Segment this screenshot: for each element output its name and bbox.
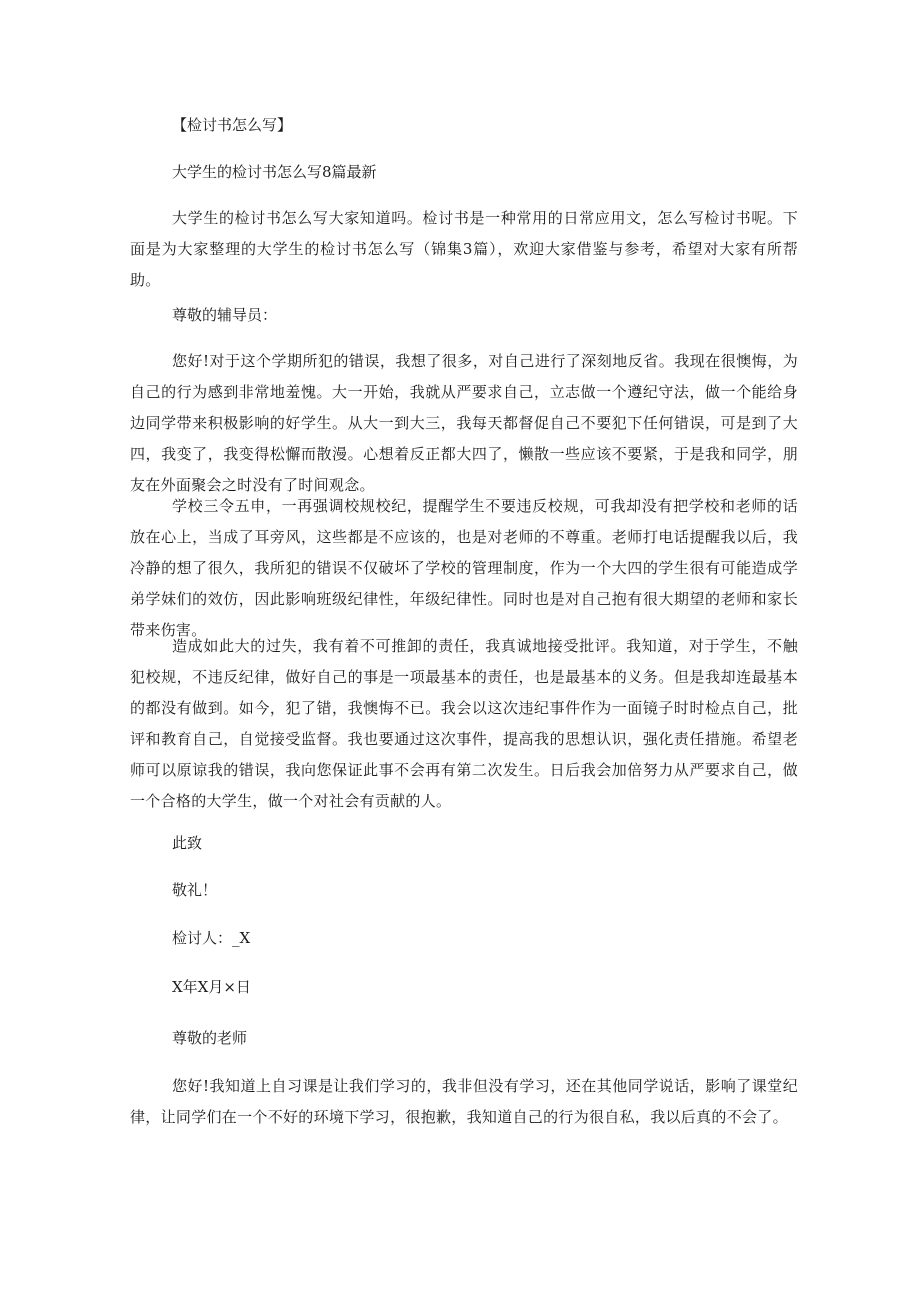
letter1-paragraph-2: 学校三令五申，一再强调校规校纪，提醒学生不要违反校规，可我却没有把学校和老师的话放在心上，当成了耳旁风，这些都是不应该的，也是对老师的不尊重。老师打电话提醒我以后，我冷静的想了很久，我所犯的错误不仅破坏了学校的管理制度，作为一个大四的学生很有可能造成学弟学妹们的效仿，因此影响班级纪律性，年级纪律性。同时也是对自己抱有很大期望的老师和家长带来伤害。 <box>130 497 798 639</box>
letter1-paragraph-3: 造成如此大的过失，我有着不可推卸的责任，我真诚地接受批评。我知道，对于学生，不触犯校规，不违反纪律，做好自己的事是一项最基本的责任，也是最基本的义务。但是我却连最基本的都没有做到。如今，犯了错，我懊悔不已。我会以这次违纪事件作为一面镜子时时检点自己，批评和教育自己，自觉接受监督。我也要通过这次事件，提高我的思想认识，强化责任措施。希望老师可以原谅我的错误，我向您保证此事不会再有第二次发生。日后我会加倍努力从严要求自己，做一个合格的大学生，做一个对社会有贡献的人。 <box>130 637 798 810</box>
letter1-salutation: 尊敬的辅导员： <box>172 306 278 324</box>
doc-heading: 【检讨书怎么写】 <box>172 116 293 134</box>
letter1-paragraph-1: 您好!对于这个学期所犯的错误，我想了很多，对自己进行了深刻地反省。我现在很懊悔，为自己的行为感到非常地羞愧。大一开始，我就从严要求自己，立志做一个遵纪守法，做一个能给身边同学带来积极影响的好学生。从大一到大三，我每天都督促自己不要犯下任何错误，可是到了大四，我变了，我变得松懈而散漫。心想着反正都大四了，懒散一些应该不要紧，于是我和同学，朋友在外面聚会之时没有了时间观念。 <box>130 352 798 494</box>
letter2-paragraph-1: 您好!我知道上自习课是让我们学习的，我非但没有学习，还在其他同学说话，影响了课堂纪律，让同学们在一个不好的环境下学习，很抱歉，我知道自己的行为很自私，我以后真的不会了。 <box>130 1077 798 1126</box>
letter2-salutation: 尊敬的老师 <box>172 1029 248 1047</box>
letter1-date: X年X月×日 <box>172 978 251 996</box>
intro-paragraph: 大学生的检讨书怎么写大家知道吗。检讨书是一种常用的日常应用文，怎么写检讨书呢。下面是为大家整理的大学生的检讨书怎么写（锦集3篇），欢迎大家借鉴与参考，希望对大家有所帮助。 <box>130 209 798 289</box>
doc-title: 大学生的检讨书怎么写8篇最新 <box>172 163 377 181</box>
letter1-closing-2: 敬礼！ <box>172 881 218 899</box>
letter1-closing-1: 此致 <box>172 834 203 852</box>
letter1-signer: 检讨人：_X <box>172 929 251 947</box>
